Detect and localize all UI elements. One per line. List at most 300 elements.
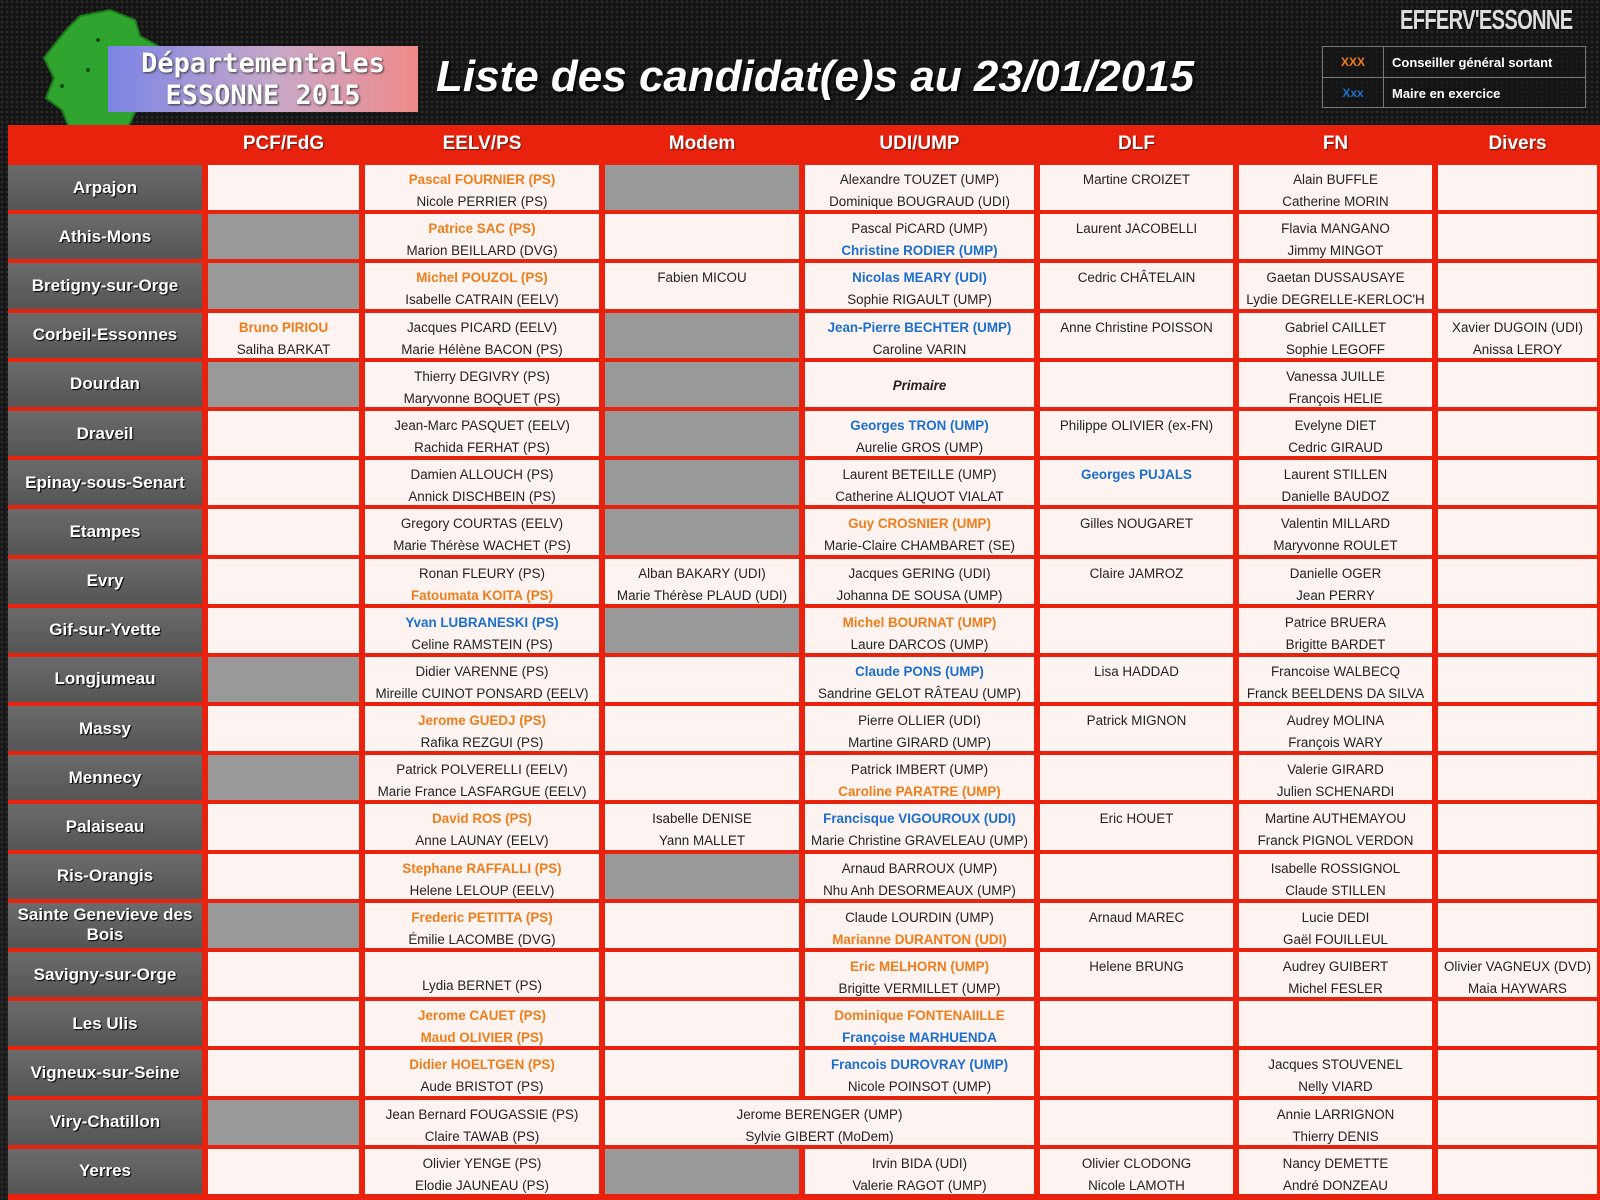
candidate-name: Guy CROSNIER (UMP) <box>848 516 991 532</box>
candidate-name: Mireille CUINOT PONSARD (EELV) <box>375 685 589 701</box>
candidate-cell <box>1239 214 1432 259</box>
candidate-cell <box>605 1100 1034 1145</box>
candidate-name: Valerie GIRARD <box>1287 762 1384 778</box>
row-city-label: Arpajon <box>8 165 202 210</box>
candidate-name: Martine CROIZET <box>1082 172 1191 187</box>
legend-row-maire <box>1323 77 1585 108</box>
candidate-name: Jerome CAUET (PS) <box>418 1008 546 1024</box>
candidate-name: Yvan LUBRANESKI (PS) <box>405 614 559 630</box>
election-badge <box>108 46 418 112</box>
row-city-label: Epinay-sous-Senart <box>8 460 202 505</box>
candidate-name: Jean-Pierre BECHTER (UMP) <box>827 319 1012 335</box>
candidate-name: Francisque VIGOUROUX (UDI) <box>823 811 1016 827</box>
candidate-cell <box>1239 509 1432 554</box>
candidate-name: Audrey MOLINA <box>1286 713 1385 729</box>
candidate-cell <box>1040 657 1233 702</box>
candidate-name: François HELIE <box>1288 390 1383 406</box>
candidate-name: Nancy DEMETTE <box>1282 1155 1389 1171</box>
column-header: UDI/UMP <box>879 133 960 154</box>
candidate-cell <box>805 903 1034 948</box>
candidate-cell <box>1040 362 1233 407</box>
candidate-name: Irvin BIDA (UDI) <box>871 1155 968 1171</box>
candidate-name: André DONZEAU <box>1283 1177 1388 1193</box>
candidate-name: Philippe OLIVIER (ex-FN) <box>1059 417 1214 433</box>
column-header: FN <box>1322 133 1349 154</box>
candidate-cell <box>1040 1001 1233 1046</box>
candidate-name: Audrey GUIBERT <box>1282 959 1389 974</box>
candidate-cell <box>1040 263 1233 308</box>
candidate-cell <box>1040 706 1233 751</box>
candidate-cell <box>605 657 799 702</box>
column-header: Divers <box>1488 133 1547 154</box>
candidate-name: Rafika REZGUI (PS) <box>420 735 544 751</box>
candidate-name: Marie Thérèse WACHET (PS) <box>393 538 571 554</box>
candidate-cell <box>365 214 599 259</box>
candidate-name: Lisa HADDAD <box>1094 663 1179 679</box>
row-city-label: Vigneux-sur-Seine <box>8 1050 202 1095</box>
candidate-cell <box>1438 706 1597 751</box>
candidate-name: Émilie LACOMBE (DVG) <box>408 931 556 947</box>
legend-text-sortant: Conseiller général sortant <box>1392 54 1553 70</box>
candidate-cell <box>365 362 599 407</box>
candidate-cell <box>605 706 799 751</box>
candidate-cell <box>1438 1149 1597 1194</box>
candidate-name: Patrice BRUERA <box>1284 614 1387 630</box>
candidate-cell <box>1040 608 1233 653</box>
empty-gray-cell <box>605 509 799 554</box>
candidate-name: Georges PUJALS <box>1081 467 1192 483</box>
candidate-cell <box>1239 1149 1432 1194</box>
row-city-label: Mennecy <box>8 755 202 800</box>
candidate-name: Jerome BERENGER (UMP) <box>736 1106 903 1122</box>
candidate-cell <box>208 804 359 849</box>
row-city-label: Corbeil-Essonnes <box>8 313 202 358</box>
candidate-cell <box>605 214 799 259</box>
candidate-cell <box>1438 1050 1597 1095</box>
candidate-cell <box>1040 313 1233 358</box>
candidate-name: Helene LELOUP (EELV) <box>409 882 555 898</box>
candidate-name: Valentin MILLARD <box>1280 516 1391 532</box>
candidate-name: Didier HOELTGEN (PS) <box>409 1057 555 1073</box>
candidate-name: Helene BRUNG <box>1089 959 1184 974</box>
candidate-cell <box>1239 411 1432 456</box>
candidate-name: Gregory COURTAS (EELV) <box>400 516 564 532</box>
candidate-cell <box>365 854 599 899</box>
candidate-cell <box>605 1050 799 1095</box>
candidate-cell <box>208 1001 359 1046</box>
page-title: Liste des candidat(e)s au 23/01/2015 <box>436 52 1195 101</box>
candidate-cell <box>805 263 1034 308</box>
candidate-name: Maryvonne ROULET <box>1273 538 1398 554</box>
candidate-name: Danielle OGER <box>1289 565 1382 581</box>
candidate-name: Ronan FLEURY (PS) <box>418 565 546 581</box>
candidate-name: Sophie RIGAULT (UMP) <box>847 292 992 308</box>
candidate-cell <box>1040 214 1233 259</box>
candidate-cell <box>1438 313 1597 358</box>
candidate-cell <box>208 1149 359 1194</box>
candidate-cell <box>1438 1001 1597 1046</box>
candidate-cell <box>365 460 599 505</box>
row-city-label: Palaiseau <box>8 804 202 849</box>
candidate-cell <box>1239 460 1432 505</box>
candidate-name: Thierry DEGIVRY (PS) <box>414 368 550 384</box>
candidate-cell <box>805 854 1034 899</box>
candidate-cell <box>365 1001 599 1046</box>
candidate-cell <box>805 755 1034 800</box>
candidate-name: Claude PONS (UMP) <box>855 663 984 679</box>
candidate-name: Aude BRISTOT (PS) <box>420 1079 544 1095</box>
candidate-name: Pascal FOURNIER (PS) <box>408 172 556 187</box>
candidate-cell <box>1438 263 1597 308</box>
candidate-cell <box>208 509 359 554</box>
candidate-name: Martine GIRARD (UMP) <box>848 735 991 751</box>
candidate-name: Brigitte VERMILLET (UMP) <box>838 981 1001 996</box>
candidate-cell <box>1239 165 1432 210</box>
candidate-name: Eric HOUET <box>1099 811 1174 827</box>
candidate-name: Gaetan DUSSAUSAYE <box>1266 270 1405 286</box>
candidate-cell <box>805 362 1034 407</box>
candidate-name: Alban BAKARY (UDI) <box>638 565 766 581</box>
candidate-cell <box>1040 411 1233 456</box>
candidate-cell <box>1438 362 1597 407</box>
candidate-name: Isabelle DENISE <box>652 811 752 827</box>
candidate-name: Patrick POLVERELLI (EELV) <box>396 762 568 778</box>
candidate-cell <box>365 706 599 751</box>
candidate-cell <box>365 952 599 997</box>
candidate-cell <box>1239 903 1432 948</box>
candidate-name: Aurelie GROS (UMP) <box>855 439 984 455</box>
candidate-cell <box>365 804 599 849</box>
candidate-cell <box>1438 952 1597 997</box>
candidate-cell <box>1040 559 1233 604</box>
candidate-cell <box>208 165 359 210</box>
candidate-name: Gaël FOUILLEUL <box>1283 931 1388 947</box>
candidate-cell <box>1040 460 1233 505</box>
candidate-name: Georges TRON (UMP) <box>850 417 989 433</box>
candidate-cell <box>208 460 359 505</box>
candidate-name: Martine AUTHEMAYOU <box>1264 811 1407 827</box>
empty-gray-cell <box>208 214 359 259</box>
candidate-name: Dominique BOUGRAUD (UDI) <box>829 194 1010 209</box>
empty-gray-cell <box>605 362 799 407</box>
candidate-cell <box>1438 1100 1597 1145</box>
candidate-name: Laure DARCOS (UMP) <box>850 636 989 652</box>
candidate-name: Jean Bernard FOUGASSIE (PS) <box>385 1106 579 1122</box>
empty-gray-cell <box>208 263 359 308</box>
row-city-label: Draveil <box>8 411 202 456</box>
row-city-label: Bretigny-sur-Orge <box>8 263 202 308</box>
empty-gray-cell <box>208 657 359 702</box>
row-city-label: Les Ulis <box>8 1001 202 1046</box>
column-header: DLF <box>1118 133 1155 154</box>
candidate-name: Arnaud BARROUX (UMP) <box>841 860 998 876</box>
candidate-cell <box>1040 1149 1233 1194</box>
candidate-name: Jacques GERING (UDI) <box>848 565 991 581</box>
candidate-name: Cedric GIRAUD <box>1288 439 1383 455</box>
candidate-cell <box>805 1149 1034 1194</box>
candidate-name: Franck BEELDENS DA SILVA <box>1246 685 1425 701</box>
candidate-cell <box>805 165 1034 210</box>
column-header: PCF/FdG <box>242 133 325 154</box>
empty-gray-cell <box>605 313 799 358</box>
candidate-name: Francoise WALBECQ <box>1271 663 1400 679</box>
candidate-name: Annie LARRIGNON <box>1276 1106 1395 1122</box>
legend-text-maire: Maire en exercice <box>1392 85 1501 101</box>
candidate-cell <box>208 608 359 653</box>
candidate-name: Isabelle ROSSIGNOL <box>1270 860 1401 876</box>
candidate-cell <box>805 313 1034 358</box>
badge-line2: ESSONNE 2015 <box>165 80 361 111</box>
column-header: Modem <box>668 133 736 154</box>
candidate-cell <box>805 952 1034 997</box>
candidate-cell <box>365 411 599 456</box>
candidate-name: Flavia MANGANO <box>1281 221 1390 237</box>
candidate-name: Francois DUROVRAY (UMP) <box>830 1057 1009 1073</box>
candidate-name: Valerie RAGOT (UMP) <box>852 1177 987 1193</box>
candidate-cell <box>605 903 799 948</box>
empty-gray-cell <box>605 854 799 899</box>
candidate-name: Thierry DENIS <box>1292 1128 1379 1144</box>
candidate-name: Marie France LASFARGUE (EELV) <box>377 784 587 800</box>
badge-line1: Départementales <box>141 48 385 79</box>
candidate-cell <box>1239 608 1432 653</box>
candidate-name: David ROS (PS) <box>432 811 532 827</box>
candidate-cell <box>805 706 1034 751</box>
empty-gray-cell <box>605 1149 799 1194</box>
row-city-label: Evry <box>8 559 202 604</box>
legend <box>1322 46 1586 108</box>
candidate-cell <box>1438 608 1597 653</box>
candidate-name: Lucie DEDI <box>1301 909 1370 925</box>
candidate-name: Anne Christine POISSON <box>1060 319 1213 335</box>
candidate-cell <box>365 755 599 800</box>
candidate-cell <box>805 657 1034 702</box>
row-city-label: Gif-sur-Yvette <box>8 608 202 653</box>
candidate-cell <box>1438 509 1597 554</box>
candidate-cell <box>1040 165 1233 210</box>
candidate-cell <box>1438 755 1597 800</box>
candidate-name: Bruno PIRIOU <box>238 319 329 335</box>
candidate-name: Patrick IMBERT (UMP) <box>850 762 989 778</box>
candidate-cell <box>208 706 359 751</box>
candidate-name: Anne LAUNAY (EELV) <box>415 833 549 849</box>
legend-sample-orange: XXX <box>1323 47 1384 77</box>
row-city-label: Athis-Mons <box>8 214 202 259</box>
candidate-name: Didier VARENNE (PS) <box>415 663 549 679</box>
candidate-cell <box>1438 903 1597 948</box>
candidate-name: Brigitte BARDET <box>1285 636 1386 652</box>
candidate-name: Jacques STOUVENEL <box>1268 1057 1403 1073</box>
row-city-label: Viry-Chatillon <box>8 1100 202 1145</box>
candidate-name: Eric MELHORN (UMP) <box>849 959 990 974</box>
candidate-name: Marie Thérèse PLAUD (UDI) <box>616 587 788 603</box>
candidate-name: Marie-Claire CHAMBARET (SE) <box>824 538 1015 554</box>
candidate-cell <box>1040 804 1233 849</box>
candidate-cell <box>1040 903 1233 948</box>
candidate-cell <box>365 263 599 308</box>
candidate-name: Jean PERRY <box>1296 587 1375 603</box>
candidate-cell <box>1438 165 1597 210</box>
candidate-name: Laurent JACOBELLI <box>1075 221 1198 237</box>
candidate-name: Olivier YENGE (PS) <box>422 1155 542 1171</box>
row-city-label: Massy <box>8 706 202 751</box>
candidate-cell <box>1040 1050 1233 1095</box>
candidate-name: Jacques PICARD (EELV) <box>406 319 558 335</box>
candidate-cell <box>1438 854 1597 899</box>
candidate-cell <box>365 1100 599 1145</box>
candidate-cell <box>208 313 359 358</box>
row-city-label: Savigny-sur-Orge <box>8 952 202 997</box>
header <box>0 0 1600 124</box>
candidate-name: Sylvie GIBERT (MoDem) <box>745 1128 894 1144</box>
candidate-cell <box>1239 755 1432 800</box>
candidate-cell <box>365 1050 599 1095</box>
candidate-cell <box>805 509 1034 554</box>
candidate-name: Nicole PERRIER (PS) <box>416 194 548 209</box>
candidate-cell <box>1040 1100 1233 1145</box>
candidate-cell <box>365 559 599 604</box>
legend-row-sortant <box>1323 47 1585 77</box>
candidate-name: Olivier CLODONG <box>1081 1155 1192 1171</box>
candidate-cell <box>805 559 1034 604</box>
brand-logo: EFFERV'ESSONNE <box>1400 4 1573 35</box>
candidate-cell <box>208 1050 359 1095</box>
candidate-cell <box>605 804 799 849</box>
candidate-name: Nicole LAMOTH <box>1088 1177 1185 1193</box>
candidate-name: Isabelle CATRAIN (EELV) <box>405 292 559 308</box>
candidate-name: Patrice SAC (PS) <box>428 221 536 237</box>
candidate-name: Stephane RAFFALLI (PS) <box>402 860 562 876</box>
candidate-cell <box>605 1001 799 1046</box>
candidate-name: Jimmy MINGOT <box>1287 243 1384 259</box>
candidate-cell <box>1040 854 1233 899</box>
candidate-cell <box>605 952 799 997</box>
candidate-name: Claude LOURDIN (UMP) <box>845 909 994 925</box>
candidate-name: Claire JAMROZ <box>1089 565 1184 581</box>
candidate-name: Claire TAWAB (PS) <box>424 1128 540 1144</box>
candidate-name: Anissa LEROY <box>1472 341 1563 357</box>
candidate-cell <box>1239 854 1432 899</box>
candidate-name: Caroline VARIN <box>872 341 967 357</box>
candidate-name: Christine RODIER (UMP) <box>841 243 998 259</box>
candidate-cell <box>1438 657 1597 702</box>
candidate-name: Laurent STILLEN <box>1283 467 1388 483</box>
candidate-cell <box>1438 214 1597 259</box>
candidate-cell <box>365 165 599 210</box>
candidate-name: Nicolas MEARY (UDI) <box>852 270 987 286</box>
candidate-cell <box>365 1149 599 1194</box>
candidate-name: Rachida FERHAT (PS) <box>414 439 550 455</box>
candidate-cell <box>1040 952 1233 997</box>
candidate-cell <box>1239 1001 1432 1046</box>
empty-gray-cell <box>208 755 359 800</box>
candidate-cell <box>805 1001 1034 1046</box>
row-city-label: Yerres <box>8 1149 202 1194</box>
candidate-name: Nicole POINSOT (UMP) <box>847 1079 992 1095</box>
candidate-name: Maryvonne BOQUET (PS) <box>403 390 561 406</box>
candidate-name: Claude STILLEN <box>1285 882 1386 898</box>
candidate-name: Nelly VIARD <box>1298 1079 1373 1095</box>
empty-gray-cell <box>605 165 799 210</box>
candidate-name: Damien ALLOUCH (PS) <box>410 467 554 483</box>
candidate-name: Olivier VAGNEUX (DVD) <box>1443 959 1592 974</box>
candidate-name: Catherine MORIN <box>1282 194 1389 209</box>
candidate-name: Pierre OLLIER (UDI) <box>858 713 981 729</box>
candidate-name: Danielle BAUDOZ <box>1281 489 1390 505</box>
candidate-name: Françoise MARHUENDA <box>842 1030 997 1046</box>
candidate-cell <box>1239 263 1432 308</box>
candidate-cell <box>1438 559 1597 604</box>
candidate-name: Frederic PETITTA (PS) <box>411 909 553 925</box>
empty-gray-cell <box>208 1100 359 1145</box>
candidate-name: François WARY <box>1288 735 1383 751</box>
candidate-name: Marianne DURANTON (UDI) <box>832 931 1007 947</box>
candidate-cell <box>605 559 799 604</box>
empty-gray-cell <box>208 362 359 407</box>
candidate-name: Primaire <box>892 378 947 394</box>
candidate-cell <box>605 263 799 308</box>
candidate-cell <box>805 608 1034 653</box>
candidate-name: Marie Hélène BACON (PS) <box>401 341 563 357</box>
candidate-name: Nhu Anh DESORMEAUX (UMP) <box>823 882 1016 898</box>
candidate-cell <box>1239 362 1432 407</box>
candidate-cell <box>1239 952 1432 997</box>
candidate-name: Annick DISCHBEIN (PS) <box>408 489 556 505</box>
candidate-cell <box>1239 1050 1432 1095</box>
candidate-name: Gabriel CAILLET <box>1284 319 1387 335</box>
candidate-name: Sandrine GELOT RÂTEAU (UMP) <box>818 685 1021 701</box>
legend-sample-blue: Xxx <box>1323 78 1384 108</box>
candidate-name: Arnaud MAREC <box>1088 909 1185 925</box>
candidate-cell <box>805 460 1034 505</box>
candidate-name: Celine RAMSTEIN (PS) <box>411 636 553 652</box>
candidate-name: Marion BEILLARD (DVG) <box>406 243 558 259</box>
table-corner <box>8 125 205 163</box>
candidate-cell <box>1040 509 1233 554</box>
candidate-name: Julien SCHENARDI <box>1276 784 1395 800</box>
candidate-name: Maia HAYWARS <box>1468 981 1567 996</box>
candidate-name: Yann MALLET <box>658 833 746 849</box>
candidate-name: Maud OLIVIER (PS) <box>420 1030 544 1046</box>
candidate-cell <box>365 509 599 554</box>
candidate-cell <box>208 411 359 456</box>
candidate-cell <box>208 952 359 997</box>
candidate-cell <box>1438 411 1597 456</box>
candidate-name: Jean-Marc PASQUET (EELV) <box>394 417 570 433</box>
candidate-name: Elodie JAUNEAU (PS) <box>415 1177 549 1193</box>
candidate-name: Michel FESLER <box>1288 981 1383 996</box>
candidate-cell <box>805 214 1034 259</box>
candidate-name: Jerome GUEDJ (PS) <box>418 713 546 729</box>
row-city-label: Dourdan <box>8 362 202 407</box>
candidate-cell <box>1438 804 1597 849</box>
candidate-name: Alexandre TOUZET (UMP) <box>839 172 1000 187</box>
candidate-name: Alain BUFFLE <box>1293 172 1378 187</box>
candidate-cell <box>1239 559 1432 604</box>
empty-gray-cell <box>208 903 359 948</box>
column-header: EELV/PS <box>442 133 522 154</box>
candidate-name: Michel POUZOL (PS) <box>416 270 548 286</box>
candidate-name: Catherine ALIQUOT VIALAT <box>835 489 1004 505</box>
candidate-name: Vanessa JUILLE <box>1286 368 1385 384</box>
candidate-cell <box>1239 1100 1432 1145</box>
candidate-name: Saliha BARKAT <box>236 341 331 357</box>
candidate-name: Laurent BETEILLE (UMP) <box>842 467 997 483</box>
candidate-name: Johanna DE SOUSA (UMP) <box>836 587 1003 603</box>
candidate-cell <box>805 411 1034 456</box>
candidate-name: Lydia BERNET (PS) <box>422 978 542 994</box>
candidate-cell <box>208 854 359 899</box>
